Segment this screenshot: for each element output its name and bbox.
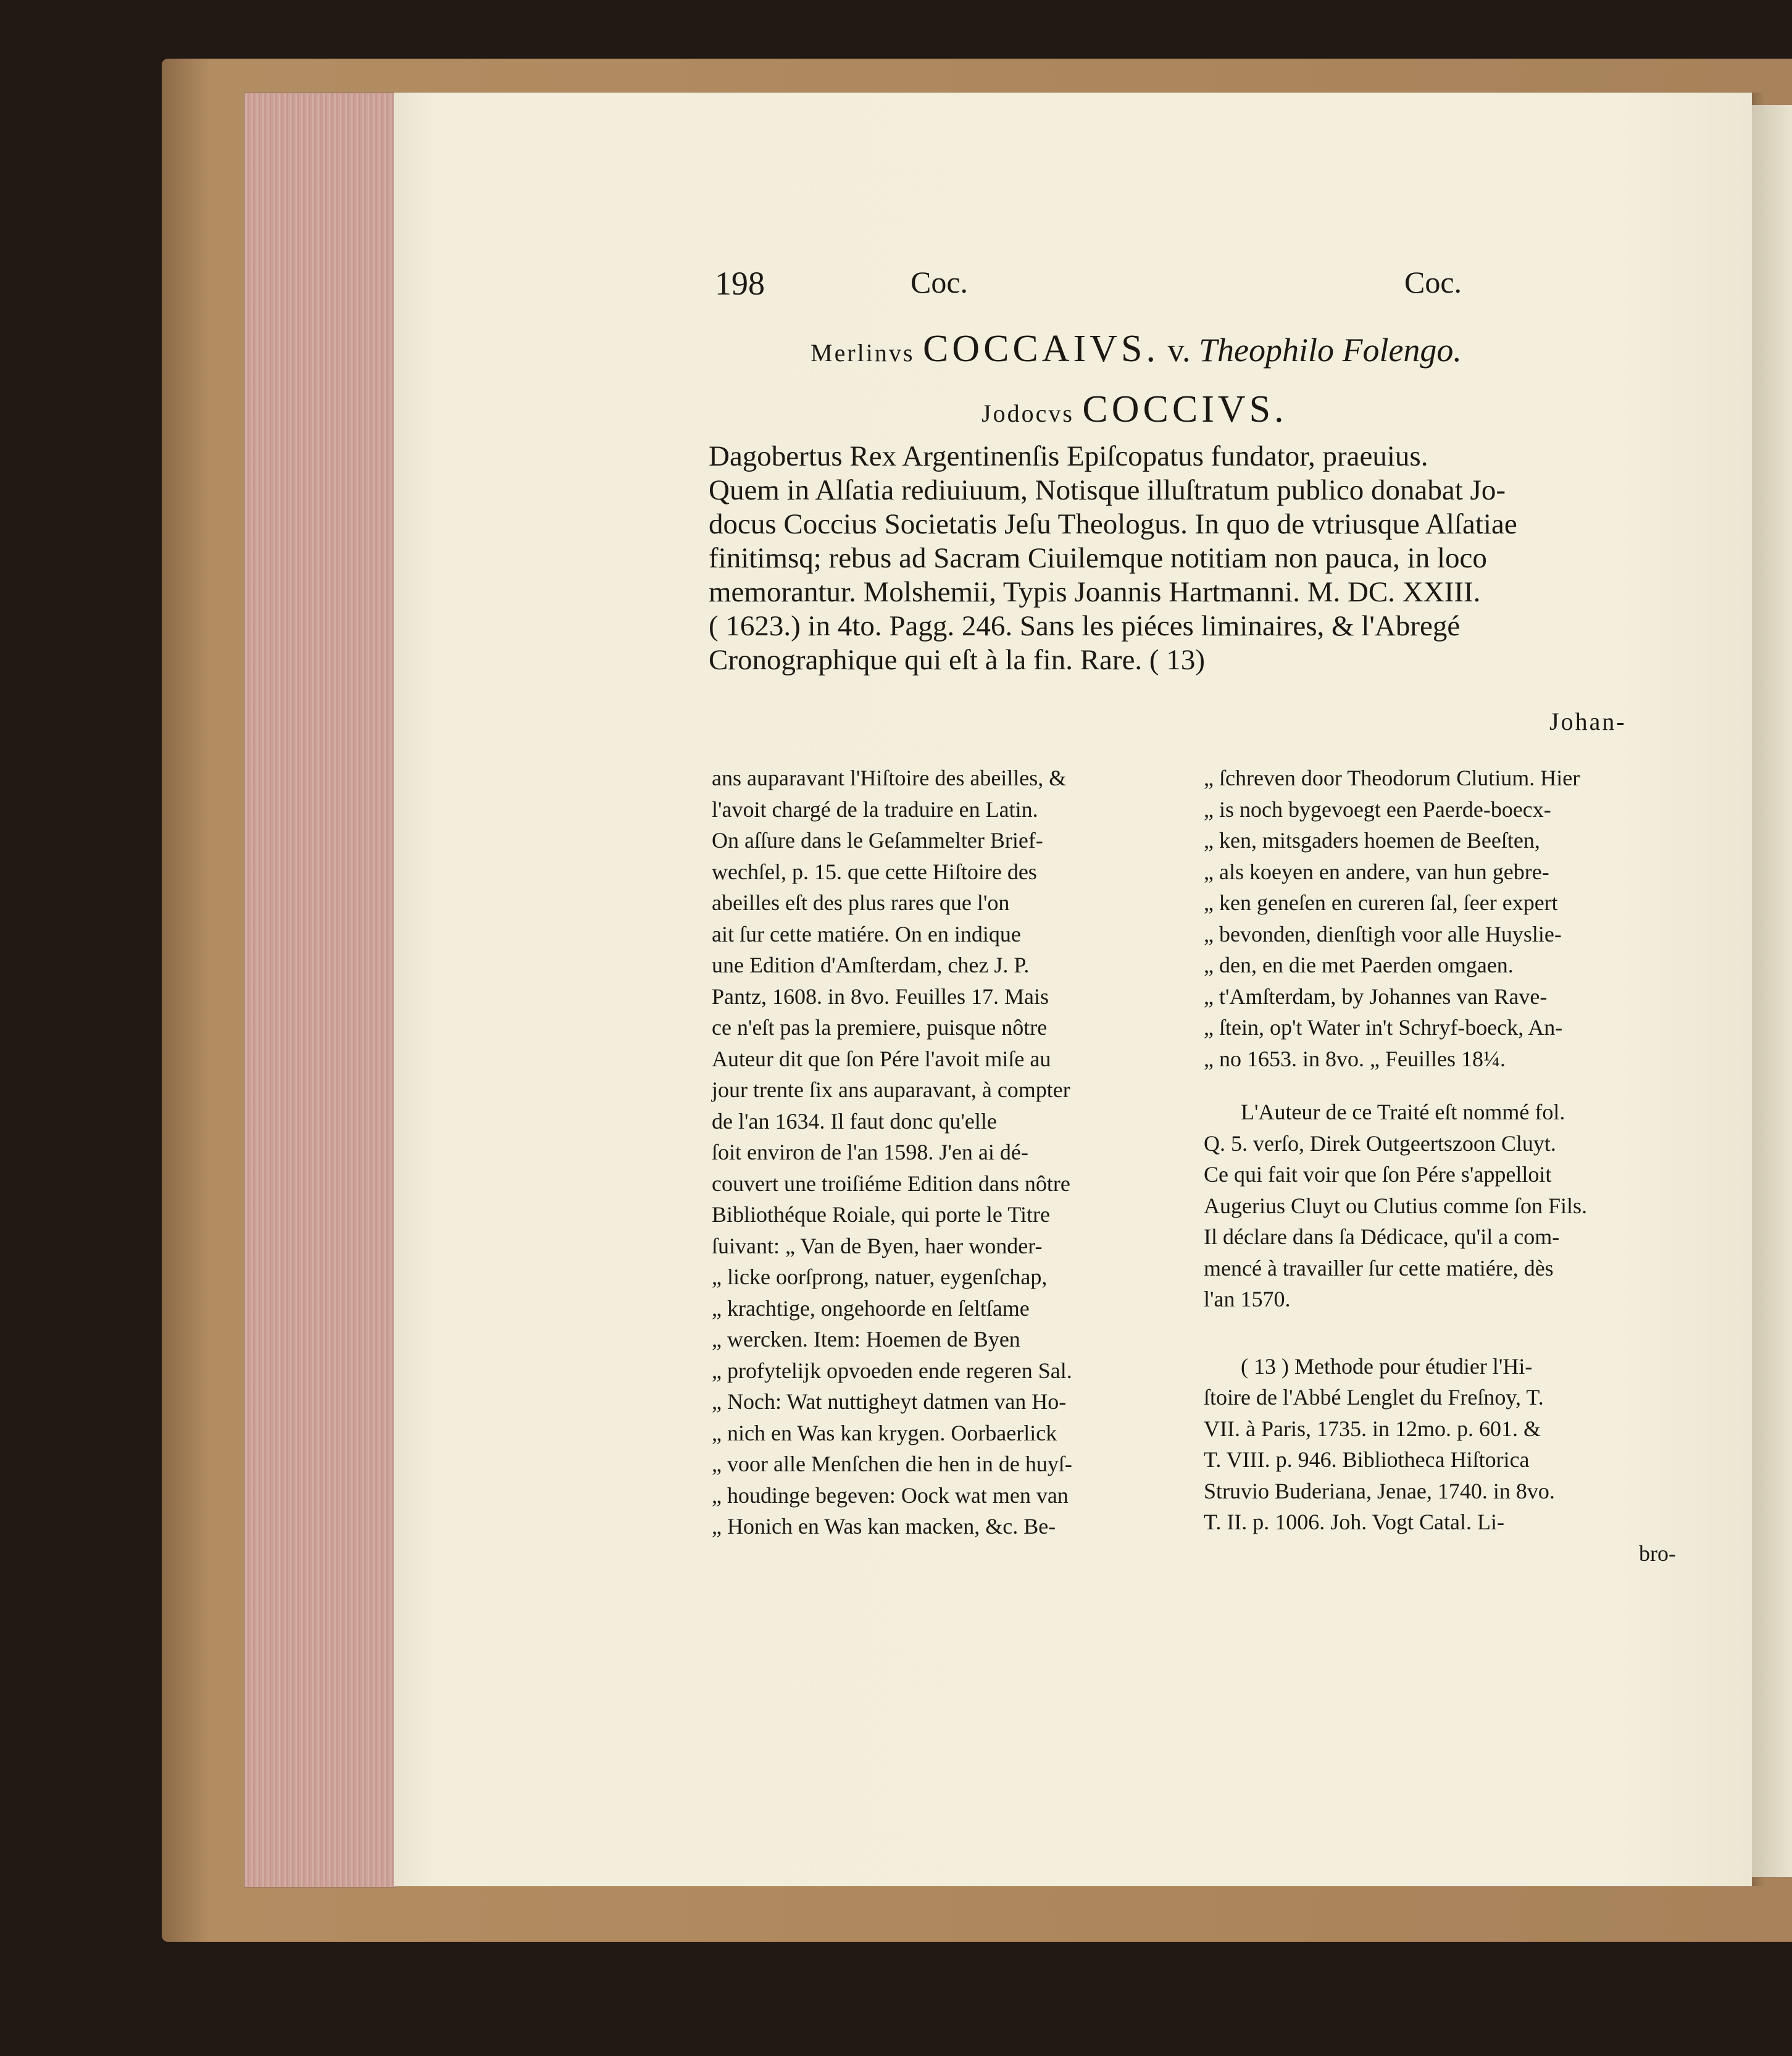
text-line [712, 1448, 1179, 1480]
text-line [1204, 825, 1676, 856]
text-line [712, 1418, 1179, 1449]
text-line [1204, 1190, 1676, 1222]
text-line [1204, 1382, 1676, 1413]
entry-heading-name: COCCAIVS. [922, 328, 1159, 370]
line-text: Augerius Cluyt ou Clutius comme ſon Fils. [1204, 1193, 1588, 1218]
footnote-column-left [712, 763, 1179, 1542]
text-line [712, 1199, 1179, 1231]
line-text: Bibliothéque Roiale, qui porte le Titre [712, 1202, 1050, 1227]
line-text: bro- [1639, 1540, 1676, 1566]
line-text: couvert une troiſiéme Edition dans nôtre [712, 1171, 1070, 1196]
text-line [709, 575, 1669, 609]
entry-heading-merlinus [811, 327, 1462, 371]
line-text: Ce qui fait voir que ſon Pére s'appelloit [1204, 1162, 1552, 1187]
line-text: „ licke oorſprong, natuer, eygenſchap, [712, 1264, 1048, 1289]
text-line [1204, 856, 1676, 888]
line-text: Quem in Alſatia rediuiuum, Notisque illuſtratum publico donabat Jo- [709, 474, 1506, 506]
line-text: jour trente ſix ans auparavant, à compter [712, 1077, 1070, 1102]
line-text: VII. à Paris, 1735. in 12mo. p. 601. & [1204, 1416, 1541, 1441]
text-line [712, 1386, 1179, 1418]
text-line [712, 1480, 1179, 1511]
paragraph-gap [1204, 1315, 1676, 1351]
text-line [1204, 1413, 1676, 1445]
text-line [712, 887, 1179, 919]
line-text: Pantz, 1608. in 8vo. Feuilles 17. Mais [712, 984, 1049, 1009]
line-text: Il déclare dans ſa Dédicace, qu'il a com- [1204, 1224, 1560, 1249]
line-text: l'avoit chargé de la traduire en Latin. [712, 796, 1038, 822]
line-text: „ Noch: Wat nuttigheyt datmen van Ho- [712, 1389, 1067, 1414]
text-line [709, 541, 1669, 575]
running-head-right: Coc. [1404, 265, 1462, 299]
line-text: ait ſur cette matiére. On en indique [712, 921, 1021, 947]
text-line [1204, 763, 1676, 794]
line-text: docus Coccius Societatis Jeſu Theologus. In quo de vtriusque Alſatiae [709, 508, 1517, 540]
line-text: „ is noch bygevoegt een Paerde-boecx- [1204, 796, 1551, 822]
facing-page-edge [1752, 105, 1792, 1877]
line-text: ce n'eſt pas la premiere, puisque nôtre [712, 1015, 1048, 1040]
line-text: „ wercken. Item: Hoemen de Byen [712, 1327, 1020, 1352]
entry-heading-name: COCCIVS. [1082, 388, 1288, 430]
text-line [1204, 950, 1676, 981]
line-text: T. VIII. p. 946. Bibliotheca Hiſtorica [1204, 1447, 1530, 1472]
line-text: ſoit environ de l'an 1598. J'en ai dé- [712, 1140, 1028, 1164]
text-line [712, 1355, 1179, 1387]
page-edges [244, 93, 396, 1887]
text-line [712, 950, 1179, 981]
line-text: Auteur dit que ſon Pére l'avoit miſe au [712, 1046, 1051, 1071]
text-line [712, 1168, 1179, 1200]
line-text: „ houdinge begeven: Oock wat men van [712, 1482, 1069, 1508]
right-column-footnote-13 [1204, 1351, 1676, 1569]
line-text: On aſſure dans le Geſammelter Brief- [712, 828, 1043, 853]
line-text: Dagobertus Rex Argentinenſis Epiſcopatus fundator, praeuius. [709, 440, 1428, 472]
footnote-column-right [1204, 763, 1676, 1569]
line-text: l'an 1570. [1204, 1287, 1291, 1311]
text-line [1204, 1506, 1676, 1538]
line-text: ( 1623.) in 4to. Pagg. 246. Sans les piéces liminaires, & l'Abregé [709, 610, 1461, 642]
text-line [712, 1261, 1179, 1293]
text-line [709, 643, 1669, 677]
line-text: „ voor alle Menſchen die hen in de huyſ- [712, 1452, 1072, 1476]
line-text: ans auparavant l'Hiſtoire des abeilles, & [712, 766, 1067, 790]
line-text: abeilles eſt des plus rares que l'on [712, 890, 1010, 915]
text-line [1204, 1097, 1676, 1128]
line-text: T. II. p. 1006. Joh. Vogt Catal. Li- [1204, 1510, 1504, 1534]
text-line [712, 1106, 1179, 1137]
line-text: „ profytelijk opvoeden ende regeren Sal. [712, 1358, 1072, 1383]
text-line [1204, 1159, 1676, 1190]
text-line [1204, 1043, 1676, 1075]
text-line [1204, 1476, 1676, 1507]
text-line [712, 1074, 1179, 1106]
text-line [709, 440, 1669, 474]
line-text: „ ken, mitsgaders hoemen de Beeſten, [1204, 828, 1540, 853]
text-line [1204, 981, 1676, 1013]
line-text: mencé à travailler ſur cette matiére, dès [1204, 1255, 1554, 1281]
text-line [712, 1511, 1179, 1542]
line-text: wechſel, p. 15. que cette Hiſtoire des [712, 859, 1037, 884]
text-line [712, 825, 1179, 856]
line-text: Q. 5. verſo, Direk Outgeertszoon Cluyt. [1204, 1130, 1556, 1156]
line-text: ( 13 ) Methode pour étudier l'Hi- [1241, 1353, 1533, 1379]
entry-heading-ref: Theophilo Folengo. [1198, 332, 1462, 369]
text-line [709, 609, 1669, 643]
line-text: „ t'Amſterdam, by Johannes van Rave- [1204, 984, 1548, 1009]
line-text: „ Honich en Was kan macken, &c. Be- [712, 1514, 1056, 1539]
right-column-continuation [1204, 763, 1676, 1074]
text-line [1204, 1012, 1676, 1043]
line-text: ſuivant: „ Van de Byen, haer wonder- [712, 1233, 1043, 1258]
text-line [712, 1293, 1179, 1324]
line-text: „ krachtige, ongehoorde en ſeltſame [712, 1295, 1030, 1321]
text-line [712, 856, 1179, 888]
text-line [709, 474, 1669, 508]
line-text: ſtoire de l'Abbé Lenglet du Freſnoy, T. [1204, 1385, 1544, 1410]
entry-heading-prefix: Jodocvs [981, 399, 1074, 427]
line-text: „ no 1653. in 8vo. „ Feuilles 18¼. [1204, 1046, 1506, 1071]
entry-heading-jodocus [981, 388, 1288, 432]
text-line [1204, 1221, 1676, 1253]
text-line [712, 1043, 1179, 1075]
page-number: 198 [715, 265, 765, 302]
text-line [1204, 887, 1676, 919]
line-text: memorantur. Molshemii, Typis Joannis Hartmanni. M. DC. XXIII. [709, 576, 1481, 608]
text-line [1204, 919, 1676, 950]
text-line [712, 763, 1179, 794]
text-line [712, 981, 1179, 1013]
line-text: „ bevonden, dienſtigh voor alle Huyslie- [1204, 921, 1562, 947]
lead-paragraph [709, 440, 1669, 677]
text-line [1204, 1444, 1676, 1476]
line-text: „ ken geneſen en cureren ſal, ſeer expert [1204, 890, 1558, 915]
text-line [1204, 794, 1676, 825]
catchword: Johan- [1549, 708, 1627, 735]
text-line [1204, 1351, 1676, 1382]
right-column-author-note [1204, 1097, 1676, 1315]
line-text: „ den, en die met Paerden omgaen. [1204, 953, 1514, 977]
text-line [1204, 1284, 1676, 1315]
text-line [712, 1324, 1179, 1355]
line-text: Struvio Buderiana, Jenae, 1740. in 8vo. [1204, 1478, 1555, 1503]
entry-heading-prefix: Merlinvs [811, 339, 915, 367]
line-text: „ als koeyen en andere, van hun gebre- [1204, 859, 1549, 884]
text-line [712, 1012, 1179, 1043]
line-text: „ ſtein, op't Water in't Schryf-boeck, An- [1204, 1015, 1563, 1040]
line-text: „ ſchreven door Theodorum Clutium. Hier [1204, 766, 1580, 790]
entry-heading-see: v. [1167, 332, 1191, 369]
text-line [1204, 1538, 1676, 1569]
text-line [712, 794, 1179, 825]
line-text: une Edition d'Amſterdam, chez J. P. [712, 953, 1030, 977]
text-line [709, 508, 1669, 541]
text-line [712, 919, 1179, 950]
line-text: Cronographique qui eſt à la fin. Rare. ( 13) [709, 644, 1205, 676]
line-text: finitimsq; rebus ad Sacram Ciuilemque notitiam non pauca, in loco [709, 542, 1487, 574]
text-line [1204, 1253, 1676, 1284]
line-text: „ nich en Was kan krygen. Oorbaerlick [712, 1420, 1057, 1445]
running-head-left: Coc. [911, 265, 969, 299]
line-text: de l'an 1634. Il faut donc qu'elle [712, 1108, 997, 1134]
line-text: L'Auteur de ce Traité eſt nommé fol. [1241, 1100, 1565, 1124]
text-line [712, 1137, 1179, 1168]
text-line [1204, 1128, 1676, 1160]
text-line [712, 1231, 1179, 1262]
paragraph-gap [1204, 1074, 1676, 1097]
